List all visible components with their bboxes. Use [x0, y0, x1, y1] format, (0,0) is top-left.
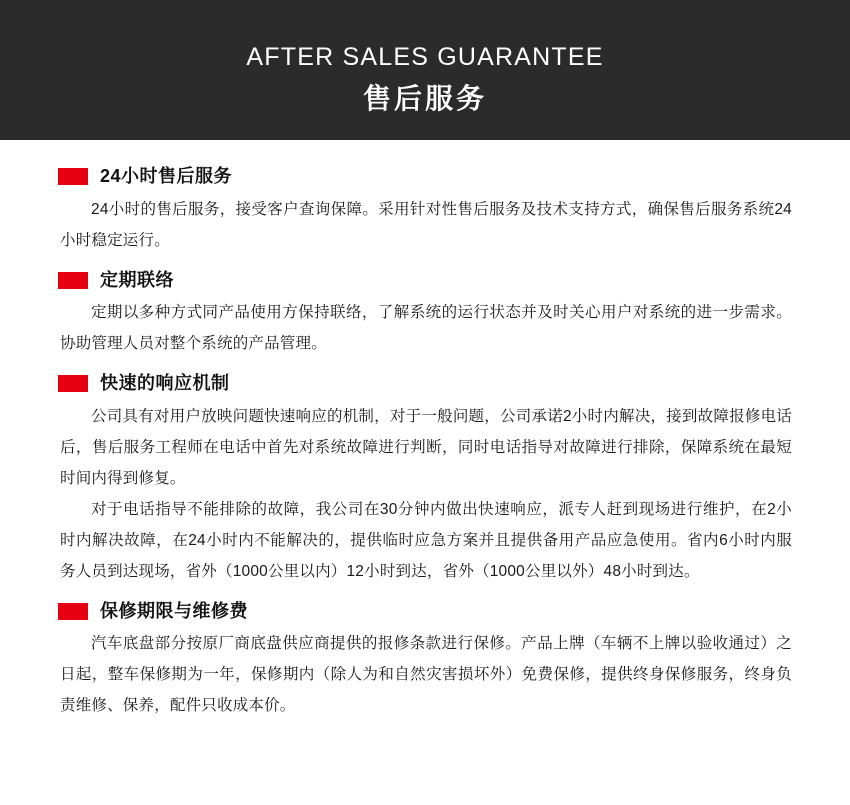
section-spacer — [58, 260, 792, 270]
section-title: 保修期限与维修费 — [100, 600, 248, 621]
section-heading — [58, 601, 792, 623]
section-24h-service — [58, 166, 792, 256]
section-heading — [58, 166, 792, 188]
section-spacer — [58, 591, 792, 601]
section-paragraph: 24小时的售后服务，接受客户查询保障。采用针对性售后服务及技术支持方式，确保售后服务系统24小时稳定运行。 — [60, 200, 792, 249]
red-square-marker-icon — [58, 168, 88, 185]
page-header — [0, 0, 850, 140]
section-paragraph: 公司具有对用户放映问题快速响应的机制，对于一般问题，公司承诺2小时内解决，接到故障报修电话后，售后服务工程师在电话中首先对系统故障进行判断，同时电话指导对故障进行排除，保障系统在最短时间内得到修复。 — [60, 407, 792, 487]
red-square-marker-icon — [58, 272, 88, 289]
section-title: 24小时售后服务 — [100, 166, 233, 186]
section-regular-contact — [58, 270, 792, 360]
section-paragraph: 定期以多种方式同产品使用方保持联络，了解系统的运行状态并及时关心用户对系统的进一步需求。协助管理人员对整个系统的产品管理。 — [60, 304, 792, 353]
red-square-marker-icon — [58, 375, 88, 392]
section-title: 定期联络 — [100, 269, 174, 290]
content-area — [0, 140, 850, 721]
section-heading — [58, 373, 792, 395]
section-warranty-period — [58, 601, 792, 722]
red-square-marker-icon — [58, 603, 88, 620]
section-fast-response — [58, 373, 792, 587]
section-paragraph: 汽车底盘部分按原厂商底盘供应商提供的报修条款进行保修。产品上牌（车辆不上牌以验收通过）之日起，整车保修期为一年，保修期内（除人为和自然灾害损坏外）免费保修，提供终身保修服务，终身负责维修、保养，配件只收成本价。 — [60, 635, 792, 715]
section-spacer — [58, 363, 792, 373]
section-heading — [58, 270, 792, 292]
section-paragraph: 对于电话指导不能排除的故障，我公司在30分钟内做出快速响应，派专人赶到现场进行维护，在2小时内解决故障，在24小时内不能解决的，提供临时应急方案并且提供备用产品应急使用。省内6小时内服务人员到达现场，省外（1000公里以内）12小时到达，省外（1000公里以外）48小时到达。 — [60, 500, 792, 580]
section-title: 快速的响应机制 — [100, 373, 230, 394]
header-title-english: AFTER SALES GUARANTEE — [246, 43, 604, 72]
header-title-chinese: 售后服务 — [362, 83, 487, 115]
